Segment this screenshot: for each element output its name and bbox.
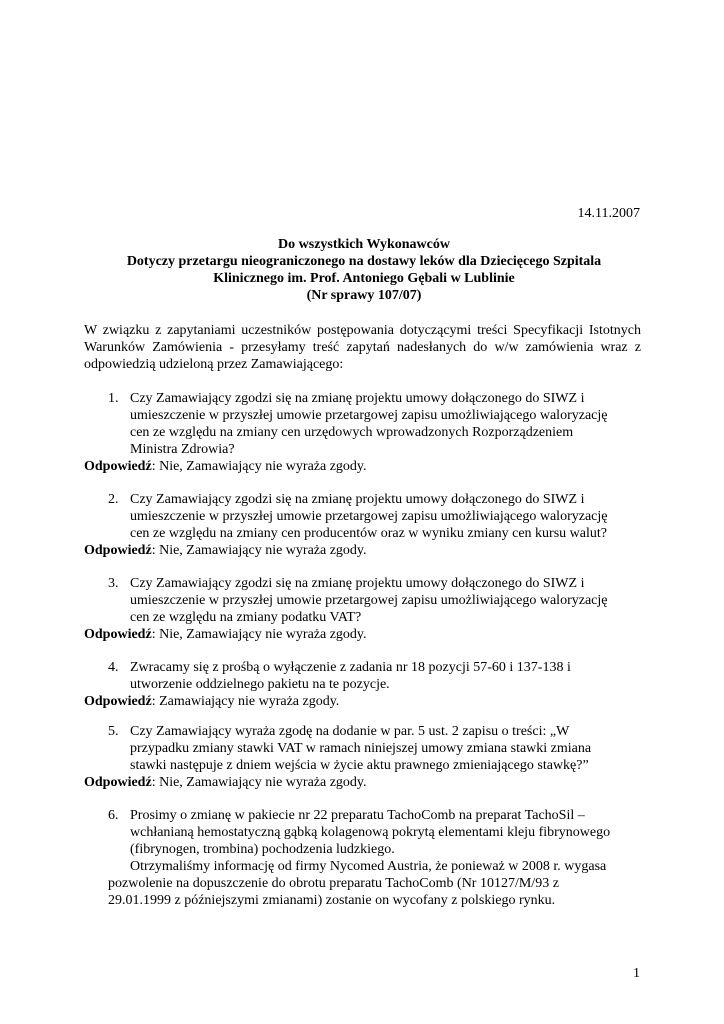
question-1 [84,390,644,475]
answer-text: : Nie, Zamawiający nie wyraża zgody. [151,775,367,790]
answer-text: : Nie, Zamawiający nie wyraża zgody. [151,627,367,642]
answer-text: : Zamawiający nie wyraża zgody. [151,694,340,709]
question-2 [84,491,644,559]
question-line: umieszczenie w przyszłej umowie przetargowej zapisu umożliwiającego waloryzację [130,593,608,608]
question-line: (fibrynogen, trombina) pochodzenia ludzkiego. [130,842,395,857]
answer [84,774,644,791]
question-5 [84,723,644,791]
question-note-line: 29.01.1999 z późniejszymi zmianami) zostanie on wycofany z polskiego rynku. [108,893,556,908]
question-line: Czy Zamawiający wyraża zgodę na dodanie w par. 5 ust. 2 zapisu o treści: „W [130,724,570,739]
answer [84,626,644,643]
page-number: 1 [633,966,640,981]
question-line: cen ze względu na zmiany cen producentów oraz w wyniku zmiany cen kursu walut? [130,526,607,541]
answer [84,458,644,475]
question-line: Czy Zamawiający zgodzi się na zmianę projektu umowy dołączonego do SIWZ i [130,576,585,591]
question-number: 4. [108,660,119,675]
question-3 [84,575,644,643]
heading-line: Dotyczy przetargu nieograniczonego na dostawy leków dla Dziecięcego Szpitala [126,254,602,269]
question-line: cen ze względu na zmiany podatku VAT? [130,610,362,625]
question-line: umieszczenie w przyszłej umowie przetargowej zapisu umożliwiającego waloryzację [130,509,608,524]
question-line: stawki następuje z dniem wejścia w życie aktu prawnego zmieniającego stawkę?” [130,758,589,773]
heading-line: Klinicznego im. Prof. Antoniego Gębali w Lublinie [213,271,515,286]
answer [84,693,644,710]
question-note-line: pozwolenie na dopuszczenie do obrotu preparatu TachoComb (Nr 10127/M/93 z [108,876,559,891]
question-line: wchłanianą hemostatyczną gąbką kolagenową pokrytą elementami kleju fibrynowego [130,825,611,840]
document-date: 14.11.2007 [577,206,640,221]
answer-label: Odpowiedź [84,775,152,790]
question-line: przypadku zmiany stawki VAT w ramach niniejszej umowy zmiana stawki zmiana [130,741,592,756]
answer-text: : Nie, Zamawiający nie wyraża zgody. [151,543,367,558]
answer-label: Odpowiedź [84,543,152,558]
question-line: cen ze względu na zmiany cen urzędowych wprowadzonych Rozporządzeniem [130,425,574,440]
question-line: utworzenie oddzielnego pakietu na te pozycje. [130,677,390,692]
question-line: Czy Zamawiający zgodzi się na zmianę projektu umowy dołączonego do SIWZ i [130,492,585,507]
question-number: 1. [108,391,119,406]
question-number: 2. [108,492,119,507]
answer-label: Odpowiedź [84,459,152,474]
question-4 [84,659,644,710]
answer-label: Odpowiedź [84,627,152,642]
answer-text: : Nie, Zamawiający nie wyraża zgody. [151,459,367,474]
intro-paragraph: W związku z zapytaniami uczestników postępowania dotyczącymi treści Specyfikacji Istotnych Warunków Zamówienia - przesyłamy treść zapytań nadesłanych do w/w zamówienia wraz z odpowiedzią udzieloną przez Zamawiającego: [84,323,641,372]
question-line: Prosimy o zmianę w pakiecie nr 22 preparatu TachoComb na preparat TachoSil – [130,808,585,823]
document-heading [84,236,644,304]
question-6 [84,807,644,909]
heading-line: (Nr sprawy 107/07) [306,288,422,303]
question-line: Zwracamy się z prośbą o wyłączenie z zadania nr 18 pozycji 57-60 i 137-138 i [130,660,571,675]
heading-line: Do wszystkich Wykonawców [278,237,450,252]
question-number: 5. [108,724,119,739]
question-number: 6. [108,808,119,823]
question-line: Czy Zamawiający zgodzi się na zmianę projektu umowy dołączonego do SIWZ i [130,391,585,406]
answer [84,542,644,559]
question-number: 3. [108,576,119,591]
answer-label: Odpowiedź [84,694,152,709]
question-line: umieszczenie w przyszłej umowie przetargowej zapisu umożliwiającego waloryzację [130,408,608,423]
question-note-line: Otrzymaliśmy informację od firmy Nycomed Austria, że ponieważ w 2008 r. wygasa [130,859,607,874]
question-line: Ministra Zdrowia? [130,442,235,457]
